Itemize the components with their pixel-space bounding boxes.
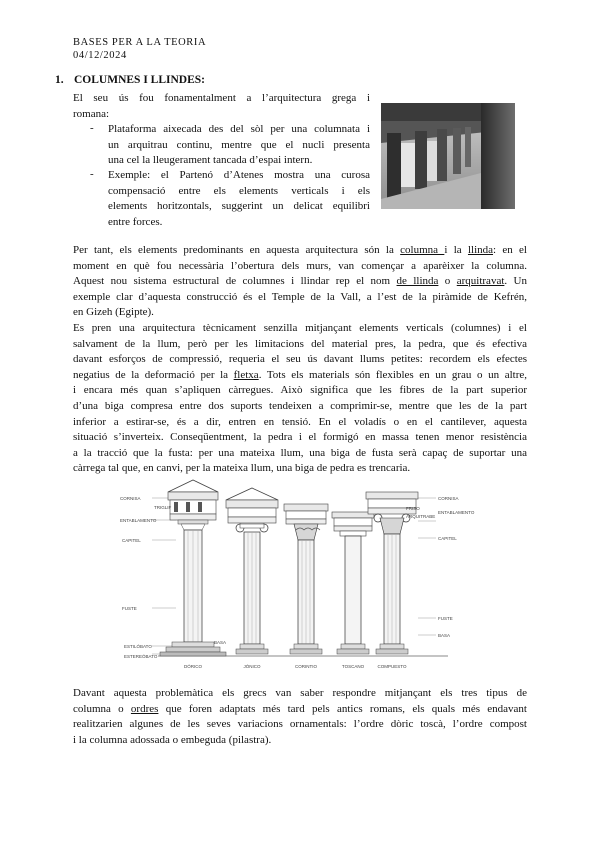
label-fust: FUSTE: [122, 606, 137, 611]
intro-line: El seu ús fou fonamentalment a l’arquitectura grega i: [73, 92, 370, 104]
bullet-line: un arquitrau continu, mentre que el nucli presenta: [108, 138, 370, 151]
label-right-basa: BASA: [438, 633, 451, 638]
label-right-capitell: CAPITEL: [438, 536, 457, 541]
label-right-fust: FUSTE: [438, 616, 453, 621]
bullet-line: elements horitzontals, suggerint un delicat equilibri: [108, 200, 370, 213]
label-triglif: TRIGLIF: [154, 505, 172, 510]
order-ionic: JÓNICO: [243, 664, 261, 669]
ionic-column: [226, 488, 278, 654]
section-title: COLUMNES I LLINDES:: [74, 74, 205, 86]
bullet-line: compensació entre els elements verticals i els: [108, 184, 370, 197]
label-capitell: CAPITEL: [122, 538, 141, 543]
term-ordres: ordres: [130, 702, 159, 715]
document-date: 04/12/2024: [73, 50, 127, 61]
bullet-line: Plataforma aixecada des del sòl per una columnata i: [108, 123, 370, 135]
term-de-llinda: de llinda: [396, 275, 439, 288]
corinthian-column: [284, 504, 328, 654]
section-number: 1.: [55, 74, 64, 86]
label-right-cornisa: CORNISA: [438, 496, 459, 501]
label-right-entablament: ENTABLAMENTO: [438, 510, 475, 515]
bullet-marker: -: [90, 168, 94, 180]
bullet-item: [108, 168, 370, 230]
bullet-line: una cel la lleugerament tancada d’espai intern.: [108, 154, 313, 167]
colonnade-photo: [381, 103, 515, 209]
order-composite: COMPUESTO: [377, 664, 407, 669]
paragraph-materials: Es pren una arquitectura tècnicament senzilla mitjançant elements verticals (columnes) i el salvament de la llum, però per les limitacions del material pres, la pedra, que és efectiva davant esforços de compressió, requeria el seu ús davant llums petites: recordem els efectes negatius de la deformació per la fletxa. Tots els materials són flexibles en un grau o un altre, i encara més quan s’apliquen càrregues. Això significa que les fibres de la part superior d’una biga compresa entre dos suports tendeixen a comprimir-se, mentre que les de la part inferior a estirar-se, és a dir, entren en tensió. En el voladís o en el cantilever, aquesta situació s’inverteix. Conseqüentment, la pedra i el formigó en massa tenen menor resistència a la tracció que la fusta: per una mateixa llum, una biga de fusta serà capaç de suportar una càrrega tal que, en canvi, per la mateixa llum, una biga de pedra es trencaria.: [73, 322, 527, 475]
intro-text: [73, 91, 370, 122]
term-fletxa: fletxa: [233, 368, 259, 381]
bullet-marker: -: [90, 122, 94, 134]
label-estilobat: ESTILÓBATO: [124, 644, 152, 649]
term-arquitravat: arquitravat: [456, 275, 505, 288]
intro-line: romana:: [73, 107, 110, 120]
tuscan-column: [332, 512, 374, 654]
term-llinda: llinda: [467, 244, 494, 256]
classical-orders-diagram: [118, 478, 478, 674]
label-right-arquitrau: ARQUITRABE: [406, 514, 436, 519]
label-basa-left: BASA: [214, 640, 227, 645]
order-tuscan: TOSCANO: [341, 664, 365, 669]
paragraph-structure: Per tant, els elements predominants en aquesta arquitectura són la columna i la llinda: en el moment en què fou necessària l’obertura dels murs, van començar a aparèixer la columna. Aquest nou sistema estructural de columnes i llindar rep el nom de llinda o arquitravat. Un exemple clar d’aquesta construcció és el Temple de la Vall, a l’est de la piràmide de Kefrén, en Gizeh (Egipte).: [73, 244, 527, 319]
course-title: BASES PER A LA TEORIA: [73, 37, 207, 48]
section-heading: [55, 74, 205, 86]
bullet-item: [108, 122, 370, 169]
label-right-fris: FRISO: [406, 506, 420, 511]
paragraph-orders: Davant aquesta problemàtica els grecs van saber respondre mitjançant els tres tipus de columna o ordres que foren adaptats més tard pels antics romans, els quals més endavant realitzarien algunes de les seves variacions ornamentals: l’ordre dòric toscà, l’ordre compost i la columna adossada o embeguda (pilastra).: [73, 687, 527, 746]
bullet-line: entre forces.: [108, 215, 163, 228]
bullet-line: Exemple: el Partenó d’Atenes mostra una curosa: [108, 169, 370, 181]
order-doric: DÓRICO: [184, 664, 202, 669]
order-corinthian: CORINTIO: [295, 664, 317, 669]
label-cornisa: CORNISA: [120, 496, 141, 501]
term-columna: columna: [400, 244, 445, 256]
label-entablament: ENTABLAMENTO: [120, 518, 157, 523]
label-estereobat: ESTEREÓBATO: [124, 654, 158, 659]
